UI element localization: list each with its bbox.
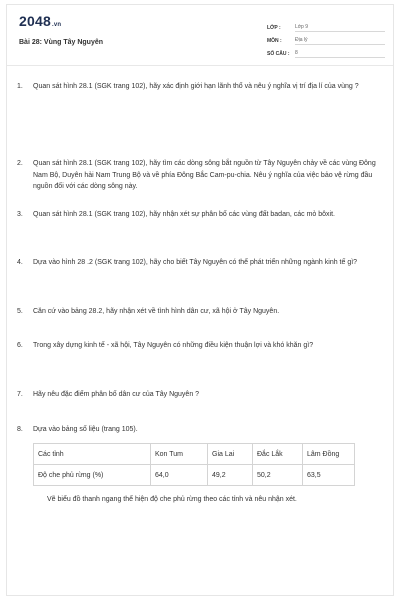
class-value: Lớp 9	[295, 23, 385, 32]
question-item	[17, 340, 382, 352]
class-row	[267, 21, 385, 34]
worksheet-header	[19, 13, 381, 65]
question-item	[17, 158, 382, 193]
worksheet-meta	[267, 21, 385, 60]
question-count-value: 8	[295, 49, 385, 58]
question-item	[17, 81, 382, 93]
logo-main-text: 2048	[19, 13, 51, 29]
subject-value: Địa lý	[295, 36, 385, 45]
question-number: 7.	[17, 391, 23, 398]
question-text: Căn cứ vào bảng 28.2, hãy nhận xét về tình hình dân cư, xã hội ở Tây Nguyên.	[33, 308, 280, 315]
table-header-row	[34, 444, 355, 465]
header-divider	[7, 65, 393, 66]
question-text: Trong xây dựng kinh tế - xã hội, Tây Nguyên có những điều kiện thuận lợi và khó khăn gì?	[33, 342, 314, 349]
class-label: LỚP :	[267, 24, 281, 31]
site-logo[interactable]	[19, 13, 61, 29]
question-number: 5.	[17, 308, 23, 315]
table-cell: Độ che phủ rừng (%)	[34, 465, 151, 486]
question-text: Hãy nêu đặc điểm phân bố dân cư của Tây Nguyên ?	[33, 391, 200, 398]
subject-label: MÔN :	[267, 37, 282, 44]
question-number: 4.	[17, 259, 23, 266]
question-item	[17, 424, 382, 436]
question-item	[17, 209, 382, 221]
forest-cover-table	[33, 443, 355, 486]
question-item	[17, 306, 382, 318]
question-item	[17, 389, 382, 401]
question-text: Quan sát hình 28.1 (SGK trang 102), hãy xác định giới hạn lãnh thổ và nêu ý nghĩa vị trí địa lí của vùng ?	[33, 83, 359, 90]
question-text: Dựa vào bảng số liệu (trang 105).	[33, 426, 138, 433]
table-header-cell: Lâm Đồng	[303, 444, 355, 465]
table-cell: 49,2	[208, 465, 253, 486]
table-header-cell: Kon Tum	[151, 444, 208, 465]
worksheet-page	[6, 4, 394, 596]
subject-row	[267, 34, 385, 47]
chart-instruction-text: Vẽ biểu đồ thanh ngang thể hiện độ che phủ rừng theo các tỉnh và nêu nhận xét.	[47, 496, 297, 503]
table-header-cell: Các tỉnh	[34, 444, 151, 465]
table-cell: 64,0	[151, 465, 208, 486]
table-cell: 50,2	[253, 465, 303, 486]
table-row	[34, 465, 355, 486]
question-item	[17, 257, 382, 269]
question-count-label: SỐ CÂU :	[267, 50, 290, 57]
table-cell: 63,5	[303, 465, 355, 486]
logo-suffix-text: .vn	[51, 22, 62, 28]
question-text: Quan sát hình 28.1 (SGK trang 102), hãy tìm các dòng sông bắt nguồn từ Tây Nguyên chảy về các vùng Đông Nam Bộ, Duyên hải Nam Trung Bộ và về phía Đông Bắc Cam-pu-chia. Nêu ý nghĩa của việc bảo vệ rừng đầu nguồn đối với các dòng sông này.	[33, 160, 376, 190]
question-number: 3.	[17, 211, 23, 218]
question-text: Dựa vào hình 28 .2 (SGK trang 102), hãy cho biết Tây Nguyên có thể phát triển những ngành kinh tế gì?	[33, 259, 358, 266]
lesson-title: Bài 28: Vùng Tây Nguyên	[19, 39, 104, 46]
question-number: 6.	[17, 342, 23, 349]
question-number: 2.	[17, 160, 23, 167]
question-count-row	[267, 47, 385, 60]
question-text: Quan sát hình 28.1 (SGK trang 102), hãy nhận xét sự phân bố các vùng đất badan, các mỏ bôxit.	[33, 211, 335, 218]
question-number: 8.	[17, 426, 23, 433]
question-number: 1.	[17, 83, 23, 90]
table-header-cell: Gia Lai	[208, 444, 253, 465]
table-header-cell: Đắc Lắk	[253, 444, 303, 465]
